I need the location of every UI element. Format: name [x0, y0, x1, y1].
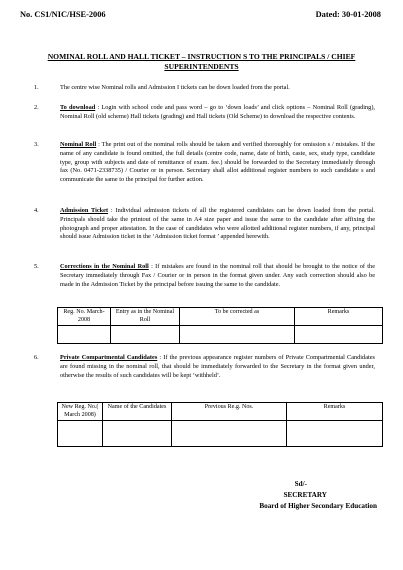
document-title — [18, 52, 385, 72]
item-text: : If the previous appearance register numbers of Private Compartmental Candidates are found missing in the nominal roll, that should be immediately forwarded to the Secretary in the format given under, otherwise the results of such candidates will be kept ‘withheld’. — [60, 354, 375, 379]
instruction-item-3 — [22, 141, 375, 185]
table-header-row — [58, 403, 383, 421]
document-date: Dated: 30-01-2008 — [315, 10, 381, 19]
item-number: 3. — [34, 141, 39, 148]
item-number: 4. — [34, 207, 39, 214]
item-text: : Login with school code and pass word – go to ‘down loads’ and click options – Nominal Roll (grading), Nominal Roll (old scheme) Hall tickets (grading) and Hall tickets (Old Scheme) to download the respective contents. — [60, 104, 375, 120]
table-row — [58, 326, 383, 344]
item-lead: Private Compartmental Candidates — [60, 354, 158, 361]
private-candidates-table — [57, 402, 383, 447]
correction-table — [57, 307, 383, 344]
column-header: New Reg. No.( March 2008) — [58, 403, 103, 421]
table-cell — [287, 421, 383, 447]
item-number: 1. — [34, 84, 39, 91]
title-line-2: SUPERINTENDENTS — [164, 62, 239, 71]
instruction-item-2 — [22, 104, 375, 122]
instruction-item-4 — [22, 207, 375, 242]
column-header: Reg. No. March-2008 — [58, 308, 111, 326]
instruction-item-6 — [22, 354, 375, 380]
item-number: 2. — [34, 104, 39, 111]
item-lead: Nominal Roll — [60, 141, 97, 148]
item-lead: Corrections in the Nominal Roll — [60, 263, 149, 270]
column-header: Remarks — [295, 308, 383, 326]
table-cell — [180, 326, 295, 344]
item-lead: Admission Ticket — [60, 207, 109, 214]
document-header — [20, 10, 381, 24]
column-header: To be corrected as — [180, 308, 295, 326]
column-header: Remarks — [287, 403, 383, 421]
column-header: Previous Re.g. Nos. — [172, 403, 287, 421]
table-cell — [172, 421, 287, 447]
column-header: Name of the Candidates — [103, 403, 172, 421]
table-row — [58, 421, 383, 447]
table-cell — [58, 421, 103, 447]
item-lead: To download — [60, 104, 96, 111]
instruction-item-1 — [22, 84, 375, 93]
table-header-row — [58, 308, 383, 326]
table-cell — [58, 326, 111, 344]
instruction-item-5 — [22, 263, 375, 289]
signature-board: Board of Higher Secondary Education — [259, 502, 377, 510]
table-cell — [295, 326, 383, 344]
title-line-1: NOMINAL ROLL AND HALL TICKET – INSTRUCTION S TO THE PRINCIPALS / CHIEF — [47, 52, 356, 61]
item-text: The centre wise Nominal rolls and Admission I tickets can be down loaded from the portal. — [60, 84, 290, 91]
table-cell — [103, 421, 172, 447]
item-number: 5. — [34, 263, 39, 270]
item-text: : If mistakes are found in the nominal roll that should be brought to the notice of the Secretary immediately through Fax / Courier or in person in the format given under. Any such correction should also be made in the Admission Ticket by the principal before issuing the same to the candidate. — [60, 263, 376, 288]
signature-designation: SECRETARY — [283, 491, 327, 499]
reference-number: No. CS1/NIC/HSE-2006 — [20, 10, 106, 19]
column-header: Entry as in the Nominal Roll — [111, 308, 180, 326]
signature-sd: Sd/- — [294, 480, 307, 488]
item-text: : Individual admission tickets of all the registered candidates can be down loaded from the portal. Principals should take the printout of the same in A4 size paper and issue the same to the candidate after affixing the photograph and proper attestation. In the case of candidates who were allotted additional register numbers, if any, principal should issue Admission ticket in the ‘Admission ticket format ’ appended herewith. — [60, 207, 375, 241]
item-text: : The print out of the nominal rolls should be taken and verified thoroughly for omission s / mistakes. If the name of any candidate is found omitted, the full details (centre code, name, date of birth, caste, sex, study type, candidate type, group with subjects and date of remittance of exam. fee.) should be forwarded to the Secretary immediately through fax (No. 0471-2338735) / Courier or in person. Secretary shall allot additional register numbers to such candidate s and communicate the same to the principal for further action. — [60, 141, 375, 184]
item-number: 6. — [34, 354, 39, 361]
table-cell — [111, 326, 180, 344]
